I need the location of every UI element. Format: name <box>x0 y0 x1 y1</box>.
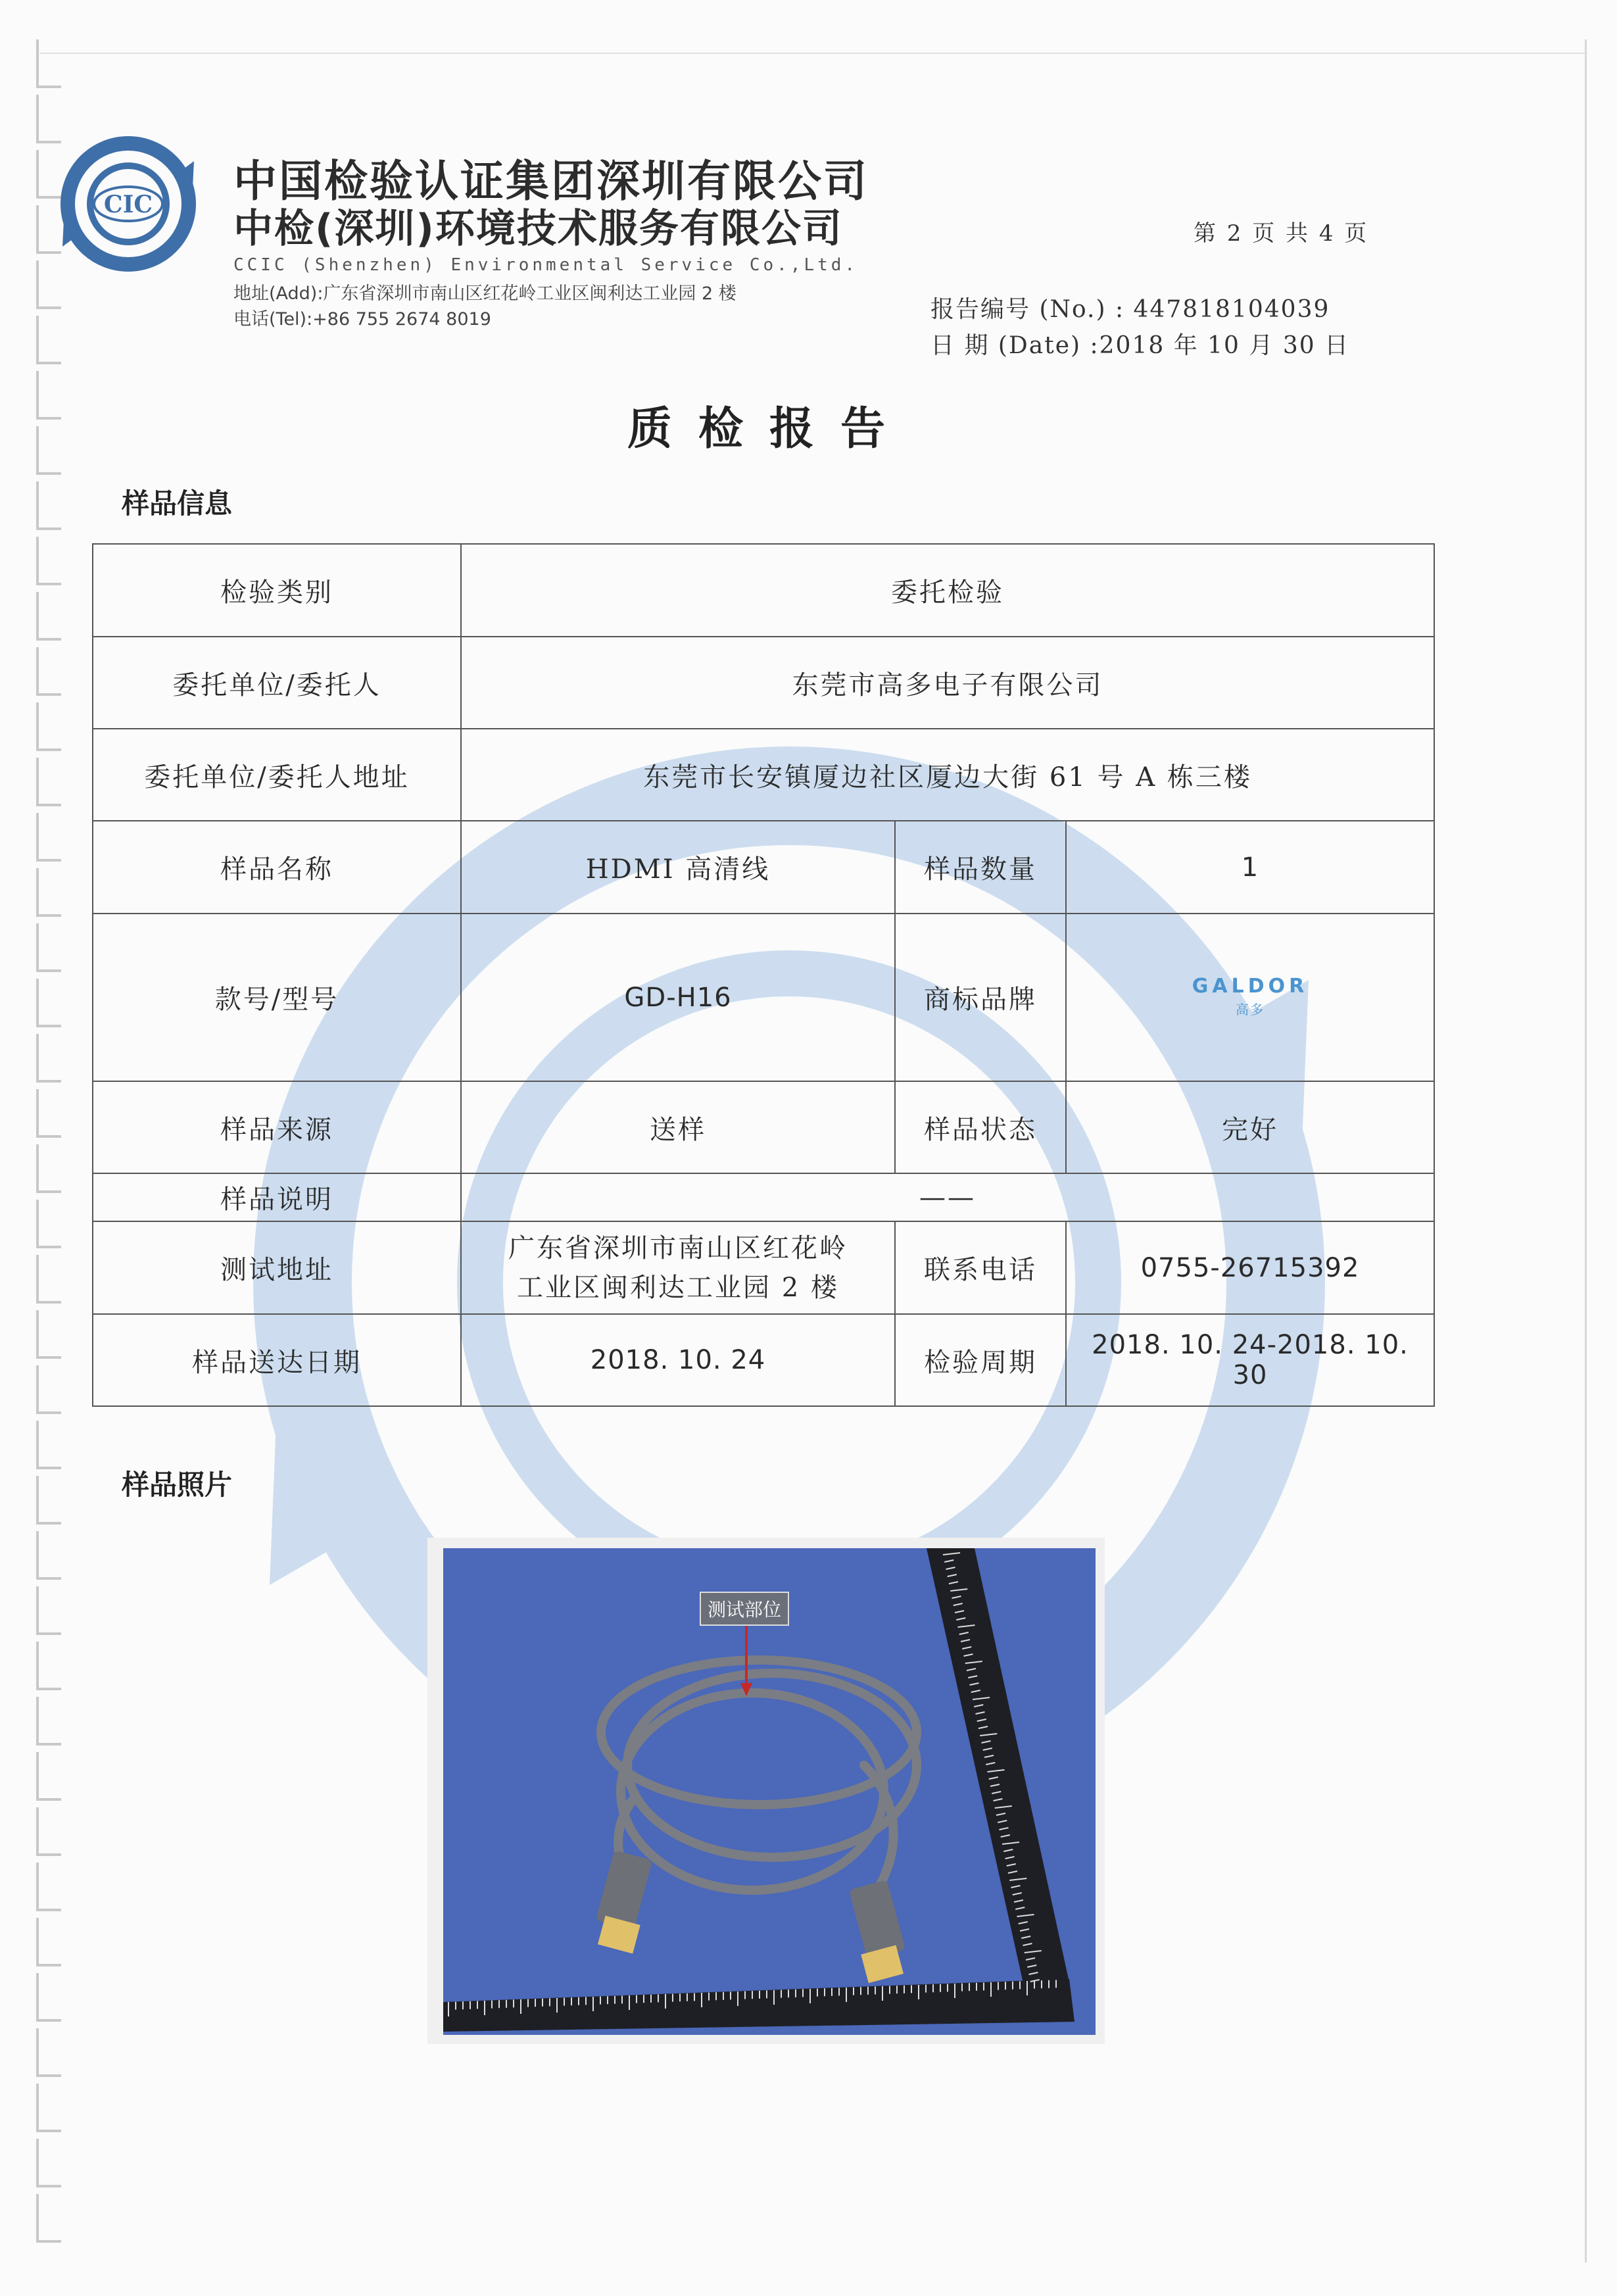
description-value: —— <box>461 1173 1434 1221</box>
table-row <box>93 1173 1434 1221</box>
table-row <box>93 1314 1434 1406</box>
top-rule <box>39 53 1587 54</box>
company-address: 地址(Add):广东省深圳市南山区红花岭工业区闽利达工业园 2 楼 <box>233 283 736 304</box>
section-sample-photo: 样品照片 <box>122 1469 233 1501</box>
binder-mark <box>36 481 61 530</box>
binder-mark <box>36 1863 61 1911</box>
binder-marks <box>36 39 76 2276</box>
binder-mark <box>36 1144 61 1193</box>
binder-mark <box>36 1365 61 1414</box>
page-title: 质检报告 <box>627 403 911 455</box>
model-value: GD-H16 <box>461 914 895 1081</box>
table-row <box>93 637 1434 729</box>
brand-label: 商标品牌 <box>895 914 1066 1081</box>
quantity-label: 样品数量 <box>895 821 1066 914</box>
test-address-value <box>461 1221 895 1314</box>
test-address-line-1: 广东省深圳市南山区红花岭 <box>508 1233 848 1263</box>
brand-logo <box>1192 975 1308 1018</box>
section-sample-info: 样品信息 <box>122 487 233 520</box>
binder-mark <box>36 316 61 364</box>
binder-mark <box>36 1476 61 1525</box>
binder-mark <box>36 150 61 199</box>
client-value: 东莞市高多电子有限公司 <box>461 637 1434 729</box>
brand-logo-en: GALDOR <box>1192 974 1309 998</box>
binder-mark <box>36 1973 61 2022</box>
report-date: 日 期 (Date) :2018 年 10 月 30 日 <box>930 332 1350 359</box>
period-value: 2018. 10. 24-2018. 10. 30 <box>1066 1314 1434 1406</box>
binder-mark <box>36 1752 61 1801</box>
binder-mark <box>36 2194 61 2243</box>
binder-mark <box>36 39 61 88</box>
binder-mark <box>36 647 61 696</box>
condition-value: 完好 <box>1066 1081 1434 1173</box>
binder-mark <box>36 1586 61 1635</box>
quantity-value: 1 <box>1066 821 1434 914</box>
binder-mark <box>36 1697 61 1746</box>
binder-mark <box>36 758 61 806</box>
company-name: 中国检验认证集团深圳有限公司 <box>233 156 869 207</box>
binder-mark <box>36 979 61 1027</box>
binder-mark <box>36 1531 61 1580</box>
binder-mark <box>36 2028 61 2077</box>
test-location-callout: 测试部位 <box>700 1592 789 1626</box>
sample-photo <box>443 1548 1096 2035</box>
table-row <box>93 1221 1434 1314</box>
sample-name-value: HDMI 高清线 <box>461 821 895 914</box>
brand-logo-cn: 高多 <box>1236 1001 1265 1017</box>
sample-name-label: 样品名称 <box>93 821 461 914</box>
inspection-type-label: 检验类别 <box>93 544 461 637</box>
binder-mark <box>36 868 61 917</box>
binder-mark <box>36 205 61 254</box>
test-address-line-2: 工业区闽利达工业园 2 楼 <box>517 1272 839 1303</box>
description-label: 样品说明 <box>93 1173 461 1221</box>
company-phone: 电话(Tel):+86 755 2674 8019 <box>233 309 491 330</box>
table-row <box>93 821 1434 914</box>
model-label: 款号/型号 <box>93 914 461 1081</box>
binder-mark <box>36 923 61 972</box>
inspection-type-value: 委托检验 <box>461 544 1434 637</box>
client-label: 委托单位/委托人 <box>93 637 461 729</box>
report-number: 报告编号 (No.) : 447818104039 <box>930 296 1330 323</box>
client-address-value: 东莞市长安镇厦边社区厦边大街 61 号 A 栋三楼 <box>461 729 1434 821</box>
delivery-date-label: 样品送达日期 <box>93 1314 461 1406</box>
binder-mark <box>36 1255 61 1304</box>
table-row <box>93 544 1434 637</box>
binder-mark <box>36 1089 61 1138</box>
cic-logo <box>59 135 197 273</box>
source-value: 送样 <box>461 1081 895 1173</box>
binder-mark <box>36 813 61 862</box>
table-row <box>93 914 1434 1081</box>
condition-label: 样品状态 <box>895 1081 1066 1173</box>
contact-value: 0755-26715392 <box>1066 1221 1434 1314</box>
binder-mark <box>36 1034 61 1083</box>
subsidiary-name: 中检(深圳)环境技术服务有限公司 <box>233 206 843 252</box>
binder-mark <box>36 1421 61 1469</box>
logo-text: CIC <box>103 191 153 218</box>
page-number: 第 2 页 共 4 页 <box>1194 220 1369 247</box>
binder-mark <box>36 1310 61 1359</box>
binder-mark <box>36 1807 61 1856</box>
sample-info-table <box>92 543 1435 1407</box>
binder-mark <box>36 537 61 585</box>
client-address-label: 委托单位/委托人地址 <box>93 729 461 821</box>
binder-mark <box>36 1918 61 1966</box>
binder-mark <box>36 260 61 309</box>
binder-mark <box>36 95 61 143</box>
contact-label: 联系电话 <box>895 1221 1066 1314</box>
table-row <box>93 729 1434 821</box>
delivery-date-value: 2018. 10. 24 <box>461 1314 895 1406</box>
brand-cell <box>1066 914 1434 1081</box>
period-label: 检验周期 <box>895 1314 1066 1406</box>
company-name-en: CCIC (Shenzhen) Environmental Service Co.,Ltd. <box>233 255 859 275</box>
binder-mark <box>36 592 61 641</box>
binder-mark <box>36 2084 61 2132</box>
test-address-label: 测试地址 <box>93 1221 461 1314</box>
binder-mark <box>36 702 61 751</box>
binder-mark <box>36 1642 61 1690</box>
table-row <box>93 1081 1434 1173</box>
source-label: 样品来源 <box>93 1081 461 1173</box>
binder-mark <box>36 2139 61 2187</box>
right-rule <box>1585 39 1587 2262</box>
binder-mark <box>36 1200 61 1248</box>
